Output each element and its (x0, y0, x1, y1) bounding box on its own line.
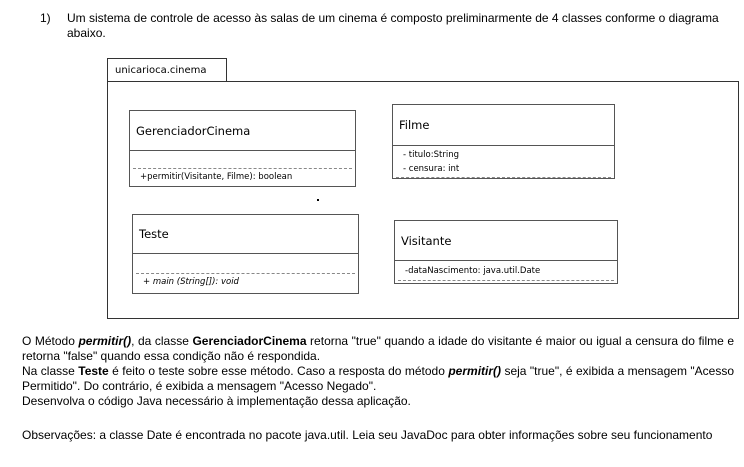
paragraph-instruction: Desenvolva o código Java necessário à implementação dessa aplicação. (22, 394, 411, 408)
separator (396, 177, 611, 178)
class-filme (392, 104, 615, 179)
class-name: GerenciadorCinema (130, 111, 355, 151)
paragraph-teste (22, 364, 734, 394)
class-attribute: - titulo:String (403, 150, 459, 160)
class-teste (132, 214, 359, 294)
separator (398, 280, 614, 281)
class-method: + main (String[]): void (143, 277, 239, 287)
method-name: permitir() (78, 334, 132, 348)
class-name: Teste (133, 215, 358, 254)
paragraph-permitir (22, 334, 734, 364)
method-name: permitir() (448, 364, 502, 378)
text-segment: Na classe (22, 364, 79, 378)
paragraph-observations: Observações: a classe Date é encontrada no pacote java.util. Leia seu JavaDoc para obter informações sobre seu funcionamento (22, 428, 713, 442)
class-name: Visitante (395, 221, 617, 261)
text-segment: é feito o teste sobre esse método. Caso a resposta do método (108, 364, 449, 378)
class-gerenciador-cinema (129, 110, 356, 187)
text-segment: O Método (22, 334, 79, 348)
class-name-ref: Teste (78, 364, 109, 378)
text-segment: , da classe (131, 334, 193, 348)
question-number: 1) (40, 11, 51, 25)
class-attribute: - censura: int (403, 164, 460, 174)
class-attribute: -dataNascimento: java.util.Date (405, 266, 541, 276)
package-tab: unicarioca.cinema (107, 58, 227, 82)
question-text: Um sistema de controle de acesso às salas de um cinema é composto preliminarmente de 4 classes conforme o diagrama abaixo. (67, 11, 719, 40)
class-visitante (394, 220, 618, 284)
text-segment: seja "true", é exibida a mensagem "Acesso Permitido". Do contrário, é exibida a mensagem "Acesso Negado". (22, 364, 735, 393)
separator (136, 273, 355, 274)
class-name: Filme (393, 105, 614, 146)
class-name-ref: GerenciadorCinema (192, 334, 307, 348)
class-method: +permitir(Visitante, Filme): boolean (140, 172, 293, 182)
text-segment: retorna "true" quando a idade do visitante é maior ou igual a censura do filme e retorna "false" quando essa condição não é respondida. (22, 334, 734, 363)
separator (133, 168, 352, 169)
dot-mark (317, 199, 319, 201)
